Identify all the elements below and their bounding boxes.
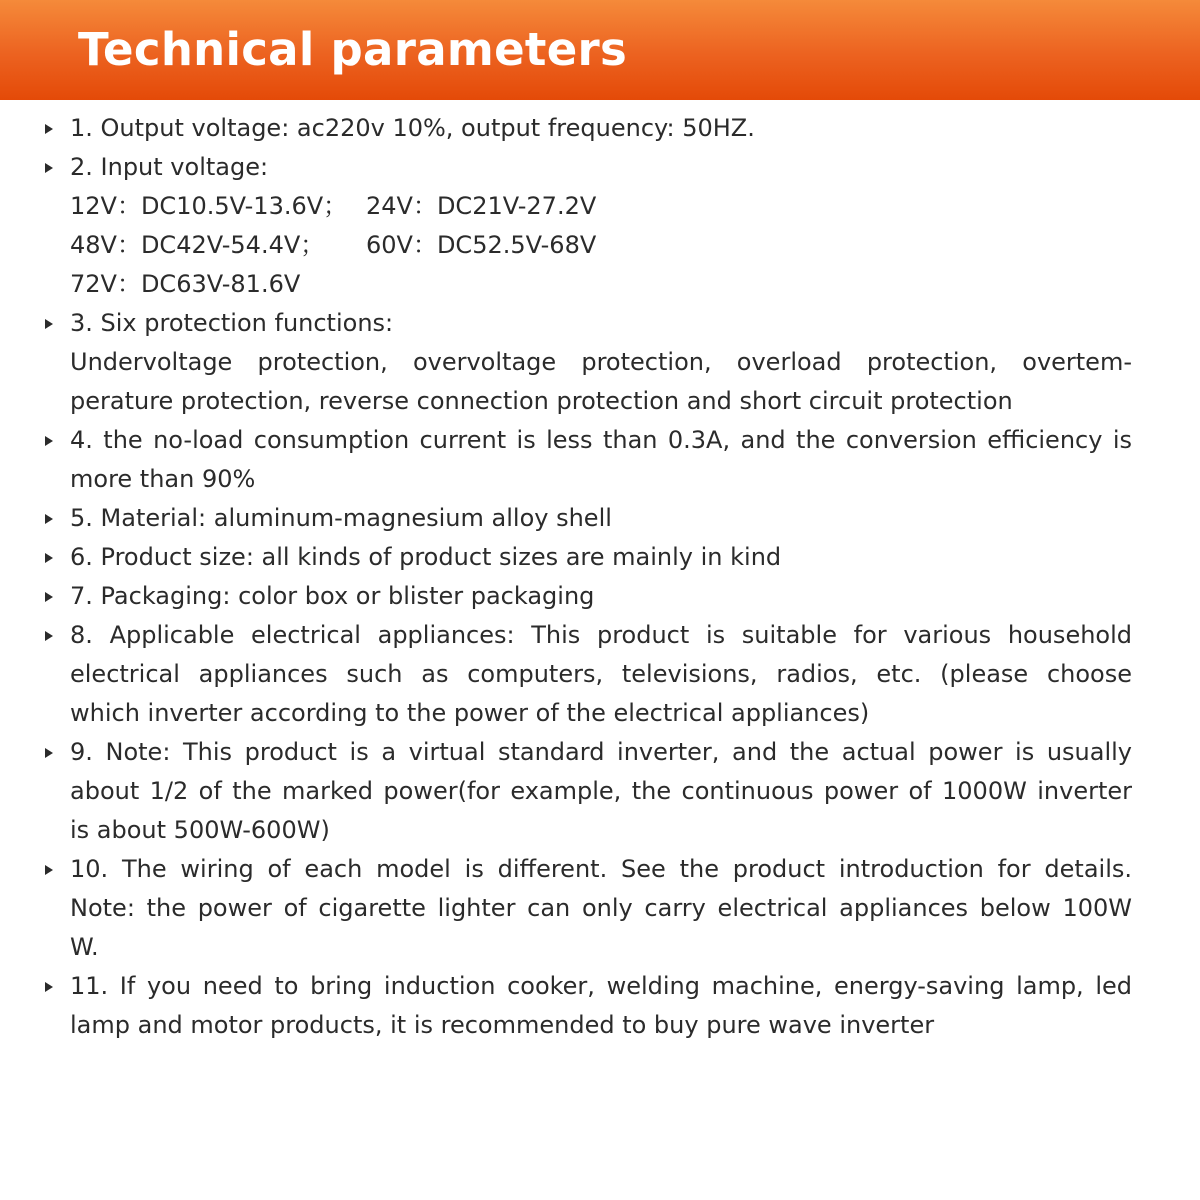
list-item-9 (0, 733, 1200, 850)
item-line: 3. Six protection functions: (70, 309, 394, 337)
bullet-arrow-icon (45, 163, 53, 173)
item-line: 10. The wiring of each model is different. See the product introduction for details. (70, 855, 1132, 883)
page-title: Technical parameters (78, 23, 628, 76)
item-line: 5. Material: aluminum-magnesium alloy shell (70, 504, 612, 532)
list-item-1 (0, 109, 1200, 148)
item-line: 11. If you need to bring induction cooker, welding machine, energy-saving lamp, led (70, 972, 1132, 1000)
bullet-arrow-icon (45, 592, 53, 602)
bullet-arrow-icon (45, 319, 53, 329)
voltage-row (70, 226, 1132, 265)
voltage-range: 72V：DC63V-81.6V (70, 270, 301, 298)
item-line: more than 90% (70, 465, 256, 493)
list-item-2 (0, 148, 1200, 304)
list-item-7 (0, 577, 1200, 616)
item-line: is about 500W-600W) (70, 816, 330, 844)
list-item-10 (0, 850, 1200, 967)
item-line: Undervoltage protection, overvoltage protection, overload protection, overtem- (70, 348, 1132, 376)
item-line: about 1/2 of the marked power(for example, the continuous power of 1000W inverter (70, 777, 1132, 805)
voltage-range: 12V：DC10.5V-13.6V； (70, 192, 348, 220)
item-line: W. (70, 933, 99, 961)
bullet-arrow-icon (45, 982, 53, 992)
item-line: 2. Input voltage: (70, 153, 269, 181)
item-line: 7. Packaging: color box or blister packaging (70, 582, 595, 610)
item-line: 6. Product size: all kinds of product sizes are mainly in kind (70, 543, 782, 571)
list-item-5 (0, 499, 1200, 538)
list-item-3 (0, 304, 1200, 421)
voltage-row (70, 187, 1132, 226)
voltage-row (70, 265, 1132, 304)
item-line: Note: the power of cigarette lighter can only carry electrical appliances below 100W (70, 894, 1132, 922)
list-item-6 (0, 538, 1200, 577)
bullet-arrow-icon (45, 748, 53, 758)
item-line: 4. the no-load consumption current is less than 0.3A, and the conversion efficiency is (70, 426, 1132, 454)
parameter-list (0, 109, 1200, 1045)
voltage-range: 48V：DC42V-54.4V； (70, 231, 325, 259)
bullet-arrow-icon (45, 124, 53, 134)
list-item-4 (0, 421, 1200, 499)
bullet-arrow-icon (45, 631, 53, 641)
voltage-range: 60V：DC52.5V-68V (366, 231, 597, 259)
bullet-arrow-icon (45, 514, 53, 524)
item-line: lamp and motor products, it is recommended to buy pure wave inverter (70, 1011, 935, 1039)
item-line: perature protection, reverse connection protection and short circuit protection (70, 387, 1013, 415)
item-line: 1. Output voltage: ac220v 10%, output frequency: 50HZ. (70, 114, 755, 142)
bullet-arrow-icon (45, 865, 53, 875)
bullet-arrow-icon (45, 436, 53, 446)
bullet-arrow-icon (45, 553, 53, 563)
item-line: 8. Applicable electrical appliances: This product is suitable for various household (70, 621, 1132, 649)
list-item-11 (0, 967, 1200, 1045)
item-line: which inverter according to the power of the electrical appliances) (70, 699, 870, 727)
item-line: electrical appliances such as computers, televisions, radios, etc. (please choose (70, 660, 1132, 688)
item-line: 9. Note: This product is a virtual standard inverter, and the actual power is usually (70, 738, 1132, 766)
voltage-range: 24V：DC21V-27.2V (366, 192, 597, 220)
title-banner (0, 0, 1200, 100)
list-item-8 (0, 616, 1200, 733)
